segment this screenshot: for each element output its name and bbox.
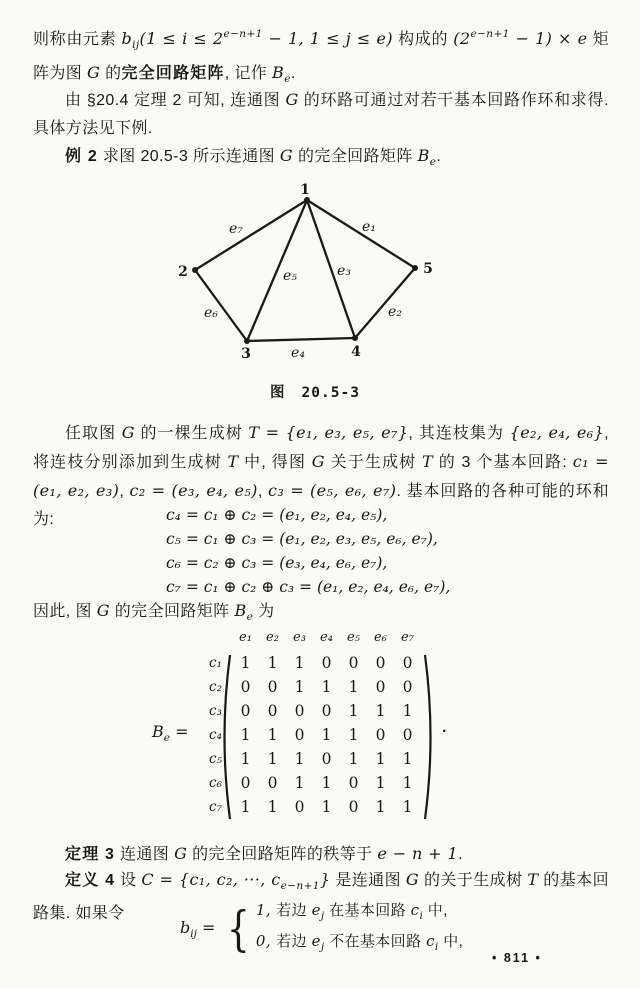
vertex-label: 3	[241, 346, 251, 362]
matrix-period: .	[442, 719, 447, 736]
text-segment: e	[284, 73, 291, 85]
matrix-cell: 0	[267, 678, 278, 696]
text-segment: {e₂, e₄, e₆}	[509, 423, 605, 442]
matrix-cell: 1	[240, 750, 251, 768]
text-segment: B	[272, 63, 285, 82]
text-segment: 构成的	[393, 31, 454, 48]
text-segment: ,	[119, 483, 130, 500]
matrix-cell: 1	[348, 750, 359, 768]
edge-label: e₁	[362, 219, 376, 235]
edge-label: e₃	[337, 263, 351, 279]
matrix-cell: 1	[375, 702, 386, 720]
edge-label: e₆	[204, 305, 218, 321]
matrix-col-header: e₅	[347, 630, 360, 645]
formula-line: c₆ = c₂ ⊕ c₃ = (e₃, e₄, e₆, e₇),	[166, 554, 388, 572]
matrix-col-header: e₆	[374, 630, 387, 645]
bij-piecewise-definition	[180, 898, 463, 960]
matrix-cell: 1	[348, 678, 359, 696]
text-segment: G	[311, 452, 325, 471]
text-segment: 由 §20.4 定理 2 可知, 连通图	[65, 92, 286, 109]
text-segment: e	[311, 901, 321, 919]
text-segment: B	[417, 146, 430, 165]
matrix-right-paren	[423, 653, 437, 821]
text-segment: e−n+1	[280, 880, 320, 892]
text-segment: G	[279, 146, 294, 165]
theorem-3	[33, 840, 609, 869]
text-segment: 的完全回路矩阵	[293, 148, 418, 165]
text-segment: .	[290, 65, 296, 82]
graph-vertex	[352, 335, 358, 341]
text-segment: T = {e₁, e₃, e₅, e₇}	[248, 423, 409, 442]
matrix-cell: 0	[267, 774, 278, 792]
figure-caption-number: 20.5-3	[301, 385, 360, 401]
text-segment: 关于生成树	[324, 454, 423, 471]
text-segment: 0,	[255, 932, 277, 950]
text-segment: T	[227, 452, 239, 471]
matrix-cell: 0	[240, 678, 251, 696]
para-matrix-intro	[33, 597, 609, 631]
matrix-cell: 1	[240, 798, 251, 816]
para-opening	[33, 20, 609, 93]
text-segment: G	[96, 601, 110, 620]
text-segment: 例 2	[65, 148, 98, 165]
matrix-cell: 0	[294, 798, 305, 816]
text-segment: G	[285, 90, 299, 109]
text-segment: .	[436, 148, 442, 165]
graph-edge	[307, 200, 415, 268]
para-example-2	[33, 142, 609, 176]
matrix-row-label: c₁	[209, 655, 222, 671]
edge-label: e₂	[388, 304, 402, 320]
matrix-cell: 1	[267, 750, 278, 768]
vertex-label: 4	[351, 344, 361, 360]
text-segment: 不在基本回路	[324, 933, 427, 950]
matrix-cell: 1	[375, 774, 386, 792]
vertex-label: 5	[423, 261, 433, 277]
graph-vertex	[192, 267, 198, 273]
text-segment: e−n+1	[223, 28, 263, 40]
text-segment: 的环路可通过对若干基本回路作环和求得. 具体方法见下例.	[33, 92, 609, 137]
matrix-cell: 0	[375, 654, 386, 672]
matrix-cell: 1	[321, 678, 332, 696]
graph-vertex	[412, 265, 418, 271]
matrix-cell: 0	[267, 702, 278, 720]
matrix-cell: 1	[267, 726, 278, 744]
text-segment: 连通图	[115, 846, 175, 863]
matrix-cell: 1	[402, 798, 413, 816]
text-segment: G	[87, 63, 101, 82]
piecewise-case	[256, 929, 463, 960]
text-segment: − 1, 1 ≤ j ≤ e)	[262, 29, 393, 48]
vertex-label: 1	[300, 182, 310, 198]
bij-subscript: ij	[190, 928, 197, 940]
graph-edge	[195, 270, 247, 341]
text-segment: T	[527, 870, 539, 889]
formula-line: c₄ = c₁ ⊕ c₂ = (e₁, e₂, e₄, e₅),	[166, 506, 388, 524]
matrix-cell: 0	[402, 654, 413, 672]
text-segment: 1,	[255, 901, 277, 919]
matrix-cell: 0	[375, 726, 386, 744]
figure-caption	[150, 381, 480, 402]
matrix-symbol: B	[152, 722, 164, 741]
text-segment: i	[434, 941, 439, 953]
matrix-col-header: e₃	[293, 630, 306, 645]
graph-figure	[150, 180, 480, 372]
text-segment: j	[320, 941, 325, 953]
matrix-cell: 1	[294, 654, 305, 672]
matrix-cell: 1	[267, 654, 278, 672]
matrix-cell: 0	[348, 774, 359, 792]
matrix-cell: 1	[321, 726, 332, 744]
graph-edge	[247, 338, 355, 341]
graph-vertex	[244, 338, 250, 344]
matrix-cell: 1	[294, 678, 305, 696]
bij-equals: =	[196, 918, 216, 937]
text-segment: .	[458, 846, 463, 863]
text-segment: 任取图	[65, 425, 122, 442]
formula-line: c₅ = c₁ ⊕ c₃ = (e₁, e₂, e₃, e₅, e₆, e₇),	[166, 530, 438, 548]
text-segment: c₂ = (e₃, e₄, e₅)	[129, 481, 258, 500]
matrix-cell: 1	[294, 750, 305, 768]
text-segment: ij	[132, 39, 140, 51]
matrix-left-paren	[218, 653, 232, 821]
text-segment: 若边	[276, 933, 312, 950]
text-segment: 的完全回路矩阵	[109, 603, 235, 620]
matrix-cell: 0	[321, 654, 332, 672]
matrix-cell: 0	[294, 726, 305, 744]
matrix-row-label: c₅	[209, 751, 222, 767]
matrix-corner	[196, 627, 232, 651]
text-segment: i	[419, 910, 424, 922]
matrix-cell: 0	[321, 702, 332, 720]
matrix-cell: 0	[348, 654, 359, 672]
text-segment: ,	[257, 483, 269, 500]
matrix-cell: 0	[321, 750, 332, 768]
text-segment: 求图 20.5-3 所示连通图	[97, 148, 280, 165]
complete-circuit-matrix	[152, 627, 482, 827]
text-segment: 定义 4	[65, 872, 116, 889]
figure-caption-prefix: 图	[270, 385, 286, 401]
bij-symbol: b	[180, 918, 191, 937]
text-segment: e	[429, 156, 437, 168]
matrix-row-label: c₂	[209, 679, 222, 695]
matrix-cell: 0	[240, 702, 251, 720]
text-segment: C = {c₁, c₂, ···, c	[141, 870, 281, 889]
text-segment: 的基本回路集. 如果令	[33, 872, 609, 922]
text-segment: 完全回路矩阵	[121, 65, 225, 82]
piecewise-cases	[256, 898, 463, 960]
text-segment: 的	[100, 65, 122, 82]
matrix-col-header: e₇	[401, 630, 414, 645]
text-segment: , 将连枝分别添加到生成树	[33, 425, 610, 471]
text-segment: e − n + 1	[377, 844, 459, 863]
graph-edge	[247, 200, 307, 341]
piecewise-case	[256, 898, 463, 929]
matrix-cell: 0	[375, 678, 386, 696]
matrix-cell: 1	[294, 774, 305, 792]
text-segment: 的一棵生成树	[134, 425, 249, 442]
edge-label: e₄	[291, 345, 305, 361]
text-segment: , 记作	[224, 65, 273, 82]
text-segment: 因此, 图	[33, 603, 97, 620]
matrix-equals: =	[169, 722, 189, 741]
matrix-col-header: e₄	[320, 630, 333, 645]
matrix-cell: 0	[294, 702, 305, 720]
text-segment: 设	[115, 872, 142, 889]
graph-edge	[355, 268, 415, 338]
text-segment: c₃ = (e₅, e₆, e₇)	[268, 481, 397, 500]
text-segment: e	[311, 932, 321, 950]
cycle-sum-formulas	[166, 503, 450, 599]
edge-label: e₇	[229, 221, 243, 237]
text-segment: }	[319, 870, 331, 889]
formula-line: c₇ = c₁ ⊕ c₂ ⊕ c₃ = (e₁, e₂, e₄, e₆, e₇),	[166, 578, 451, 596]
text-segment: 矩阵为图	[33, 31, 609, 82]
text-segment: 中,	[438, 933, 464, 950]
matrix-cell: 1	[375, 798, 386, 816]
text-segment: 中, 得图	[238, 454, 312, 471]
bij-lhs	[180, 918, 215, 940]
text-segment: − 1) × e	[509, 29, 588, 48]
matrix-cell: 1	[267, 798, 278, 816]
edge-label: e₅	[283, 268, 297, 284]
matrix-row-label: c₄	[209, 727, 222, 743]
text-segment: 若边	[276, 902, 312, 919]
matrix-row-label: c₃	[209, 703, 222, 719]
text-segment: 定理 3	[65, 846, 116, 863]
matrix-cell: 1	[348, 726, 359, 744]
text-segment: c	[426, 932, 435, 950]
para-method	[33, 86, 609, 143]
text-segment: c₁ = (e₁, e₂, e₃)	[33, 452, 609, 500]
matrix-cell: 1	[321, 798, 332, 816]
text-segment: 在基本回路	[324, 902, 411, 919]
text-segment: 的关于生成树	[419, 872, 528, 889]
matrix-symbol-subscript: e	[163, 732, 170, 744]
matrix-cell: 0	[240, 774, 251, 792]
text-segment: (2	[453, 29, 471, 48]
matrix-cell: 1	[402, 774, 413, 792]
text-segment: G	[121, 423, 135, 442]
matrix-cell: 1	[240, 726, 251, 744]
page-number: • 811 •	[492, 951, 542, 965]
matrix-cell: 1	[240, 654, 251, 672]
matrix-row-label: c₆	[209, 775, 222, 791]
matrix-cell: 1	[348, 702, 359, 720]
matrix-col-header: e₁	[239, 630, 252, 645]
text-segment: 则称由元素	[33, 31, 122, 48]
vertex-label: 2	[178, 264, 188, 280]
graph-edge	[195, 200, 307, 270]
brace-icon: {	[227, 901, 251, 957]
text-segment: 是连通图	[330, 872, 406, 889]
text-segment: G	[174, 844, 188, 863]
text-segment: 为	[253, 603, 275, 620]
text-segment: c	[410, 901, 420, 919]
text-segment: b	[121, 29, 133, 48]
text-segment: j	[320, 910, 325, 922]
matrix-cell: 0	[402, 678, 413, 696]
text-segment: e	[246, 611, 254, 623]
text-segment: 中,	[423, 902, 448, 919]
text-segment: 的 3 个基本回路:	[433, 454, 573, 471]
text-segment: 的完全回路矩阵的秩等于	[187, 846, 378, 863]
matrix-cell: 0	[402, 726, 413, 744]
text-segment: , 其连枝集为	[408, 425, 510, 442]
text-segment: G	[405, 870, 420, 889]
matrix-cell: 1	[402, 750, 413, 768]
text-segment: e−n+1	[470, 28, 510, 40]
matrix-cell: 0	[348, 798, 359, 816]
text-segment: (1 ≤ i ≤ 2	[139, 29, 224, 48]
text-segment: T	[422, 452, 434, 471]
text-segment: B	[234, 601, 247, 620]
matrix-cell: 1	[402, 702, 413, 720]
text-segment: . 基本回路的各种可能的环和为:	[33, 483, 610, 528]
matrix-cell: 1	[321, 774, 332, 792]
matrix-name-label	[152, 722, 188, 744]
matrix-row-label: c₇	[209, 799, 222, 815]
matrix-cell: 1	[375, 750, 386, 768]
matrix-col-header: e₂	[266, 630, 279, 645]
